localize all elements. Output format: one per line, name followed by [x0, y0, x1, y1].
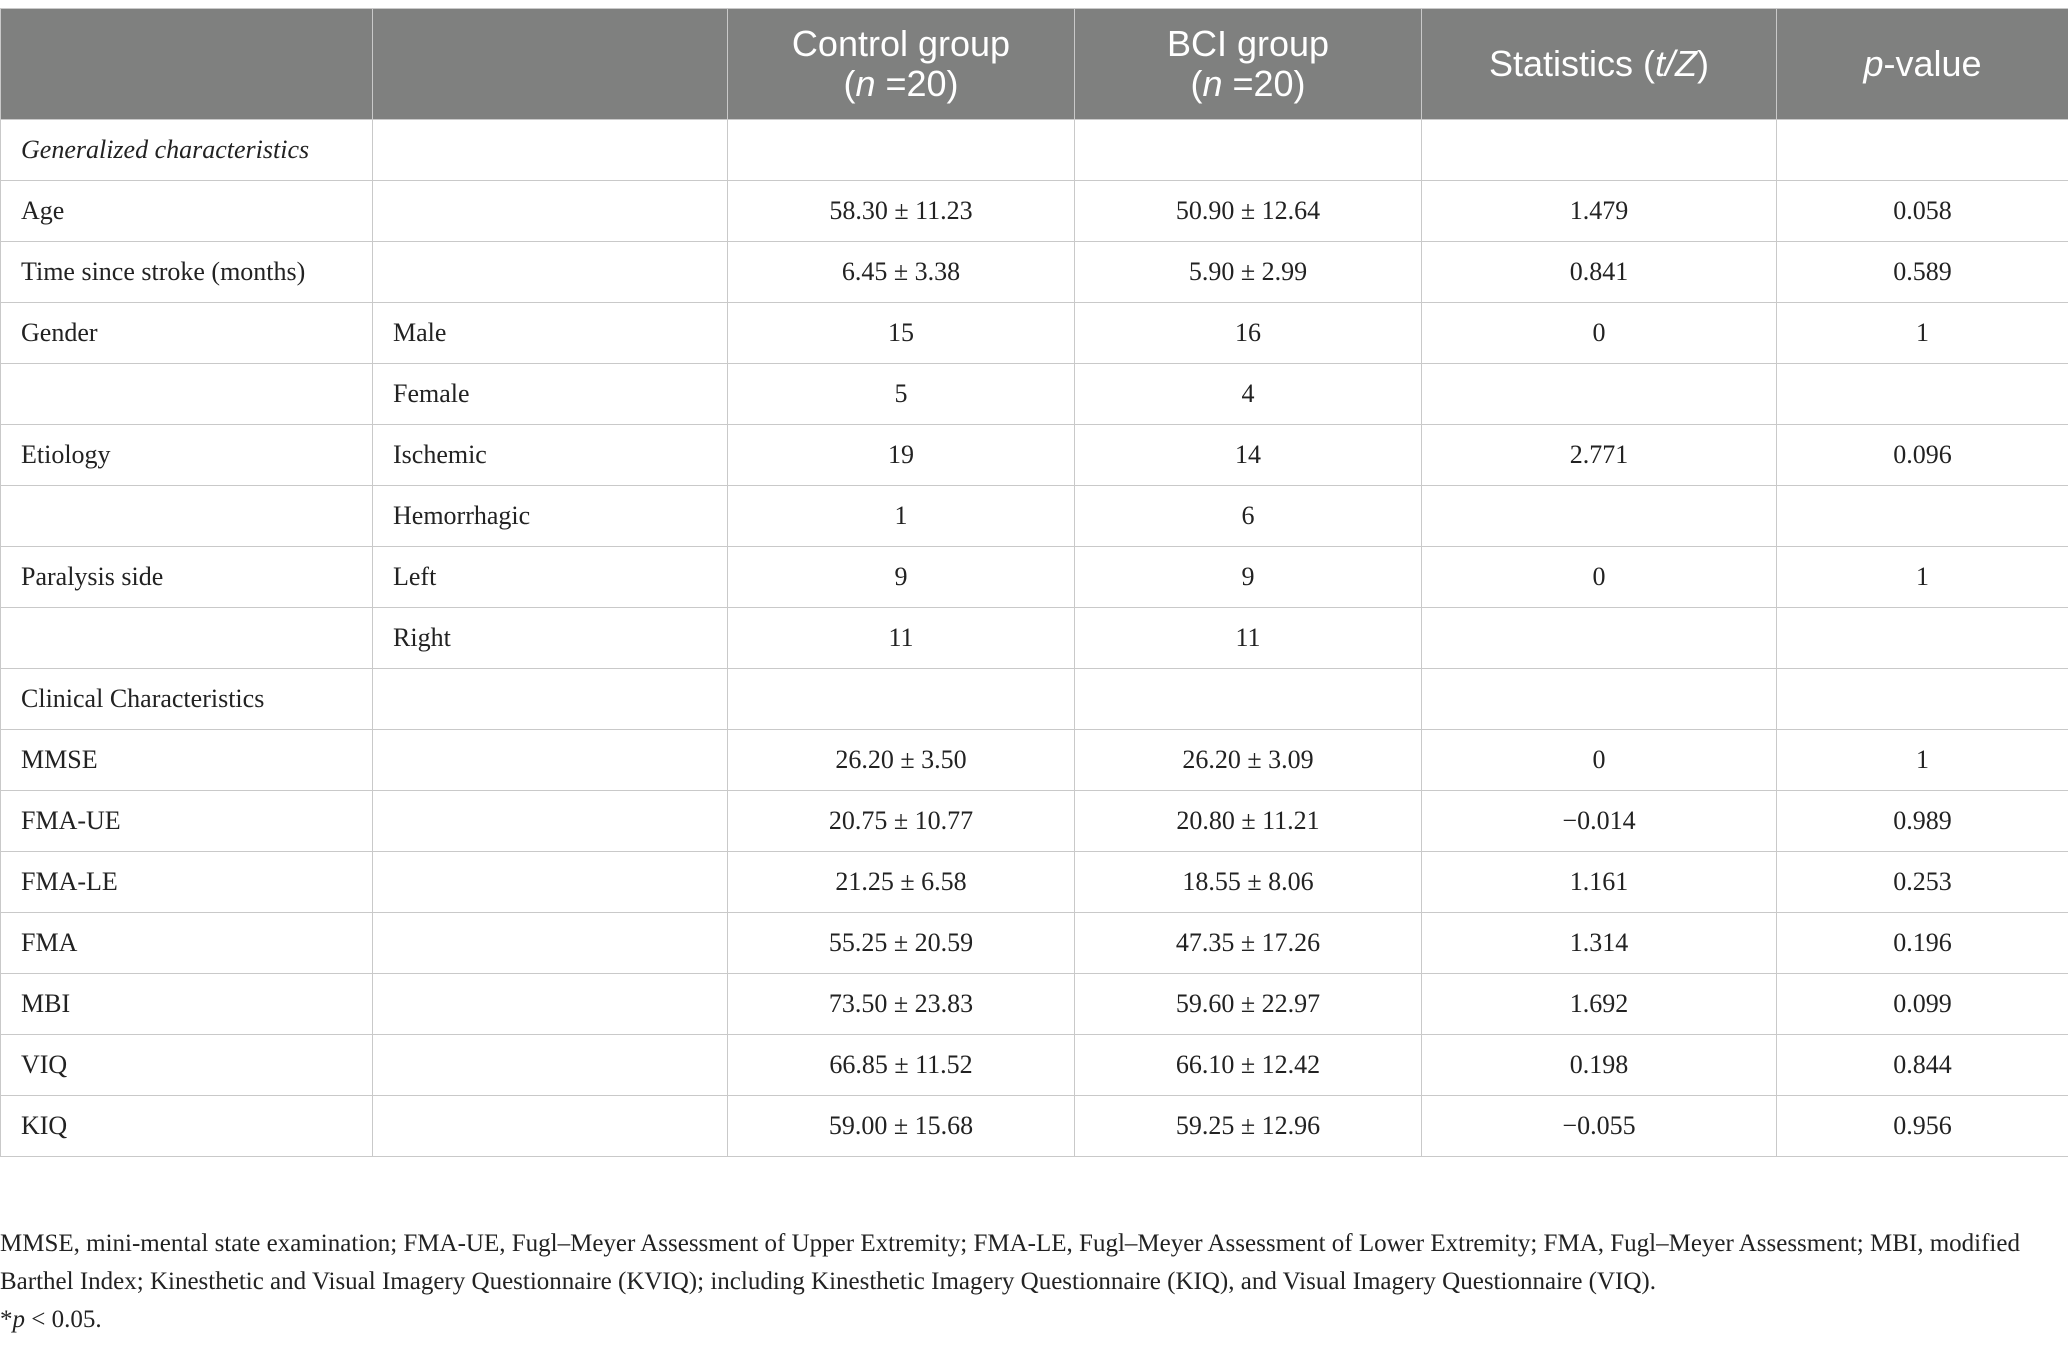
table-row	[1, 1035, 2068, 1096]
table-row	[1, 303, 2068, 364]
cell-statistic: 1.692	[1422, 974, 1777, 1035]
sig-value: < 0.05.	[25, 1306, 102, 1333]
control-n-var: n	[855, 63, 876, 104]
cell-variable: Etiology	[1, 425, 373, 486]
cell-p-value: 1	[1777, 547, 2068, 608]
cell-statistic: 0.198	[1422, 1035, 1777, 1096]
cell-control: 20.75 ± 10.77	[728, 791, 1075, 852]
cell-statistic	[1422, 608, 1777, 669]
table-body	[1, 120, 2068, 1157]
cell-p-value: 1	[1777, 730, 2068, 791]
cell-bci: 16	[1075, 303, 1422, 364]
cell-category: Left	[373, 547, 728, 608]
cell-statistic: −0.055	[1422, 1096, 1777, 1157]
cell-control: 19	[728, 425, 1075, 486]
cell-variable: Paralysis side	[1, 547, 373, 608]
table-row	[1, 791, 2068, 852]
cell-category	[373, 913, 728, 974]
cell-category: Right	[373, 608, 728, 669]
table-row	[1, 974, 2068, 1035]
cell-variable: Generalized characteristics	[1, 120, 373, 181]
table-row	[1, 852, 2068, 913]
table-row	[1, 913, 2068, 974]
cell-p-value: 0.989	[1777, 791, 2068, 852]
cell-category	[373, 730, 728, 791]
cell-control	[728, 120, 1075, 181]
cell-category	[373, 852, 728, 913]
cell-variable: MMSE	[1, 730, 373, 791]
cell-bci: 14	[1075, 425, 1422, 486]
cell-p-value: 0.253	[1777, 852, 2068, 913]
cell-p-value: 0.589	[1777, 242, 2068, 303]
table-row	[1, 1096, 2068, 1157]
cell-control: 55.25 ± 20.59	[728, 913, 1075, 974]
cell-category	[373, 242, 728, 303]
cell-variable: FMA-LE	[1, 852, 373, 913]
cell-bci: 4	[1075, 364, 1422, 425]
table-row	[1, 547, 2068, 608]
cell-control: 59.00 ± 15.68	[728, 1096, 1075, 1157]
cell-statistic: 1.161	[1422, 852, 1777, 913]
cell-category	[373, 1096, 728, 1157]
cell-control: 21.25 ± 6.58	[728, 852, 1075, 913]
cell-statistic: 0	[1422, 547, 1777, 608]
p-label: -value	[1883, 43, 1982, 84]
sig-var: p	[12, 1306, 25, 1333]
cell-control	[728, 669, 1075, 730]
header-control-group: Control group (n =20)	[728, 9, 1075, 120]
cell-bci: 18.55 ± 8.06	[1075, 852, 1422, 913]
cell-bci: 6	[1075, 486, 1422, 547]
table-row	[1, 669, 2068, 730]
cell-bci: 11	[1075, 608, 1422, 669]
stats-var: t/Z	[1655, 43, 1698, 84]
cell-statistic	[1422, 486, 1777, 547]
cell-statistic: 2.771	[1422, 425, 1777, 486]
cell-variable: FMA-UE	[1, 791, 373, 852]
cell-variable	[1, 486, 373, 547]
cell-bci: 50.90 ± 12.64	[1075, 181, 1422, 242]
table-row	[1, 242, 2068, 303]
cell-bci: 59.25 ± 12.96	[1075, 1096, 1422, 1157]
p-var: p	[1863, 43, 1884, 84]
cell-control: 5	[728, 364, 1075, 425]
cell-bci: 9	[1075, 547, 1422, 608]
cell-p-value	[1777, 608, 2068, 669]
header-p-value	[1777, 9, 2068, 120]
cell-variable: FMA	[1, 913, 373, 974]
cell-variable: VIQ	[1, 1035, 373, 1096]
cell-statistic	[1422, 364, 1777, 425]
characteristics-table	[0, 8, 2068, 1157]
control-n-val: =20)	[875, 63, 959, 104]
cell-statistic	[1422, 120, 1777, 181]
cell-category: Hemorrhagic	[373, 486, 728, 547]
table-row	[1, 486, 2068, 547]
cell-p-value	[1777, 120, 2068, 181]
cell-category	[373, 120, 728, 181]
cell-p-value	[1777, 364, 2068, 425]
cell-p-value	[1777, 669, 2068, 730]
cell-category	[373, 1035, 728, 1096]
cell-bci: 66.10 ± 12.42	[1075, 1035, 1422, 1096]
cell-category: Male	[373, 303, 728, 364]
table-header	[1, 9, 2068, 120]
cell-statistic: 0	[1422, 730, 1777, 791]
bci-n-var: n	[1202, 63, 1223, 104]
cell-category: Ischemic	[373, 425, 728, 486]
cell-variable: Age	[1, 181, 373, 242]
cell-control: 58.30 ± 11.23	[728, 181, 1075, 242]
cell-statistic: 1.314	[1422, 913, 1777, 974]
table-row	[1, 425, 2068, 486]
table-row	[1, 120, 2068, 181]
cell-p-value: 0.058	[1777, 181, 2068, 242]
stats-close: )	[1697, 43, 1710, 84]
cell-statistic	[1422, 669, 1777, 730]
cell-category	[373, 669, 728, 730]
stats-label: Statistics (	[1488, 43, 1656, 84]
cell-bci: 20.80 ± 11.21	[1075, 791, 1422, 852]
cell-variable: MBI	[1, 974, 373, 1035]
cell-control: 26.20 ± 3.50	[728, 730, 1075, 791]
cell-statistic: 0	[1422, 303, 1777, 364]
cell-p-value: 0.099	[1777, 974, 2068, 1035]
cell-control: 15	[728, 303, 1075, 364]
cell-variable	[1, 608, 373, 669]
cell-control: 73.50 ± 23.83	[728, 974, 1075, 1035]
cell-variable: Time since stroke (months)	[1, 242, 373, 303]
cell-control: 66.85 ± 11.52	[728, 1035, 1075, 1096]
cell-statistic: −0.014	[1422, 791, 1777, 852]
cell-statistic: 0.841	[1422, 242, 1777, 303]
cell-bci: 47.35 ± 17.26	[1075, 913, 1422, 974]
header-statistics	[1422, 9, 1777, 120]
cell-control: 1	[728, 486, 1075, 547]
cell-variable: Clinical Characteristics	[1, 669, 373, 730]
table-row	[1, 730, 2068, 791]
cell-variable: Gender	[1, 303, 373, 364]
header-bci-group: BCI group (n =20)	[1075, 9, 1422, 120]
cell-category	[373, 974, 728, 1035]
cell-control: 11	[728, 608, 1075, 669]
cell-p-value	[1777, 486, 2068, 547]
cell-control: 9	[728, 547, 1075, 608]
bci-label: BCI group	[1166, 23, 1330, 64]
cell-bci: 5.90 ± 2.99	[1075, 242, 1422, 303]
header-row	[1, 9, 2068, 120]
header-variable	[1, 9, 373, 120]
cell-p-value: 1	[1777, 303, 2068, 364]
table-row	[1, 364, 2068, 425]
cell-variable: KIQ	[1, 1096, 373, 1157]
bci-n-val: =20)	[1222, 63, 1306, 104]
cell-category	[373, 181, 728, 242]
cell-category: Female	[373, 364, 728, 425]
cell-control: 6.45 ± 3.38	[728, 242, 1075, 303]
sig-prefix: *	[0, 1306, 13, 1333]
table-row	[1, 608, 2068, 669]
control-label: Control group	[791, 23, 1011, 64]
cell-p-value: 0.956	[1777, 1096, 2068, 1157]
cell-bci	[1075, 669, 1422, 730]
footnote-significance	[0, 1301, 2060, 1339]
cell-p-value: 0.196	[1777, 913, 2068, 974]
cell-statistic: 1.479	[1422, 181, 1777, 242]
table-row	[1, 181, 2068, 242]
table-footnote	[0, 1225, 2060, 1339]
cell-p-value: 0.844	[1777, 1035, 2068, 1096]
cell-category	[373, 791, 728, 852]
header-category	[373, 9, 728, 120]
footnote-abbreviations: MMSE, mini-mental state examination; FMA-UE, Fugl–Meyer Assessment of Upper Extremity; FMA-LE, Fugl–Meyer Assessment of Lower Extremity; FMA, Fugl–Meyer Assessment; MBI, modified Barthel Index; Kinesthetic and Visual Imagery Questionnaire (KVIQ); including Kinesthetic Imagery Questionnaire (KIQ), and Visual Imagery Questionnaire (VIQ).	[0, 1230, 2020, 1295]
cell-bci: 59.60 ± 22.97	[1075, 974, 1422, 1035]
cell-p-value: 0.096	[1777, 425, 2068, 486]
cell-bci	[1075, 120, 1422, 181]
cell-bci: 26.20 ± 3.09	[1075, 730, 1422, 791]
cell-variable	[1, 364, 373, 425]
